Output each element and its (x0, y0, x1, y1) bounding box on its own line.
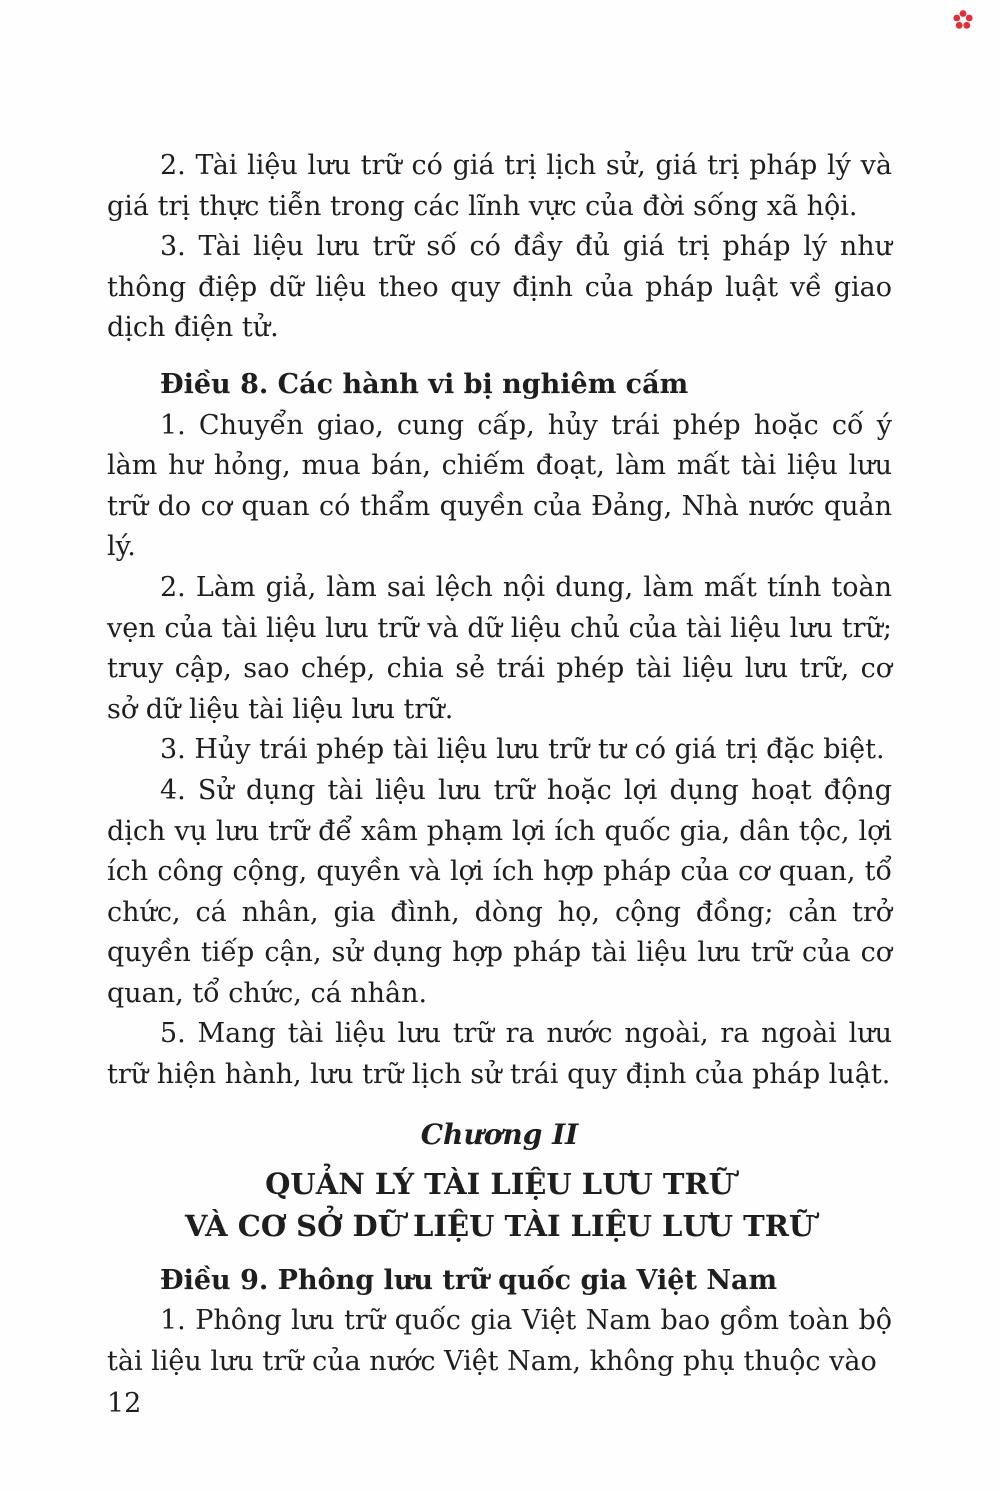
chapter-title-line-1: QUẢN LÝ TÀI LIỆU LƯU TRỮ (265, 1166, 734, 1201)
article-8-heading: Điều 8. Các hành vi bị nghiêm cấm (160, 368, 689, 400)
article-8-item: 2. Làm giả, làm sai lệch nội dung, làm mất tính toàn vẹn của tài liệu lưu trữ và dữ liệu chủ của tài liệu lưu trữ; truy cập, sao chép, chia sẻ trái phép tài liệu lưu trữ, cơ sở dữ liệu tài liệu lưu trữ. (107, 571, 892, 725)
page-content (107, 146, 892, 1382)
flower-icon (952, 9, 974, 31)
article-8-item: 3. Hủy trái phép tài liệu lưu trữ tư có giá trị đặc biệt. (160, 734, 885, 766)
chapter-label: Chương II (420, 1117, 579, 1151)
chapter-title-line-2: VÀ CƠ SỞ DỮ LIỆU TÀI LIỆU LƯU TRỮ (184, 1208, 815, 1243)
paragraph: 3. Tài liệu lưu trữ số có đầy đủ giá trị pháp lý như thông điệp dữ liệu theo quy định của pháp luật về giao dịch điện tử. (107, 231, 892, 344)
article-9-item: 1. Phông lưu trữ quốc gia Việt Nam bao gồm toàn bộ tài liệu lưu trữ của nước Việt Nam, không phụ thuộc vào (107, 1305, 892, 1377)
article-8-item: 4. Sử dụng tài liệu lưu trữ hoặc lợi dụng hoạt động dịch vụ lưu trữ để xâm phạm lợi ích quốc gia, dân tộc, lợi ích công cộng, quyền và lợi ích hợp pháp của cơ quan, tổ chức, cá nhân, gia đình, dòng họ, cộng đồng; cản trở quyền tiếp cận, sử dụng hợp pháp tài liệu lưu trữ của cơ quan, tổ chức, cá nhân. (107, 774, 892, 1009)
page-number: 12 (107, 1388, 142, 1419)
paragraph: 2. Tài liệu lưu trữ có giá trị lịch sử, giá trị pháp lý và giá trị thực tiễn trong các lĩnh vực của đời sống xã hội. (107, 150, 892, 222)
article-8-item: 5. Mang tài liệu lưu trữ ra nước ngoài, ra ngoài lưu trữ hiện hành, lưu trữ lịch sử trái quy định của pháp luật. (107, 1018, 892, 1091)
article-8-item: 1. Chuyển giao, cung cấp, hủy trái phép hoặc cố ý làm hư hỏng, mua bán, chiếm đoạt, làm mất tài liệu lưu trữ do cơ quan có thẩm quyền của Đảng, Nhà nước quản lý. (107, 409, 892, 563)
article-9-heading: Điều 9. Phông lưu trữ quốc gia Việt Nam (160, 1264, 778, 1296)
